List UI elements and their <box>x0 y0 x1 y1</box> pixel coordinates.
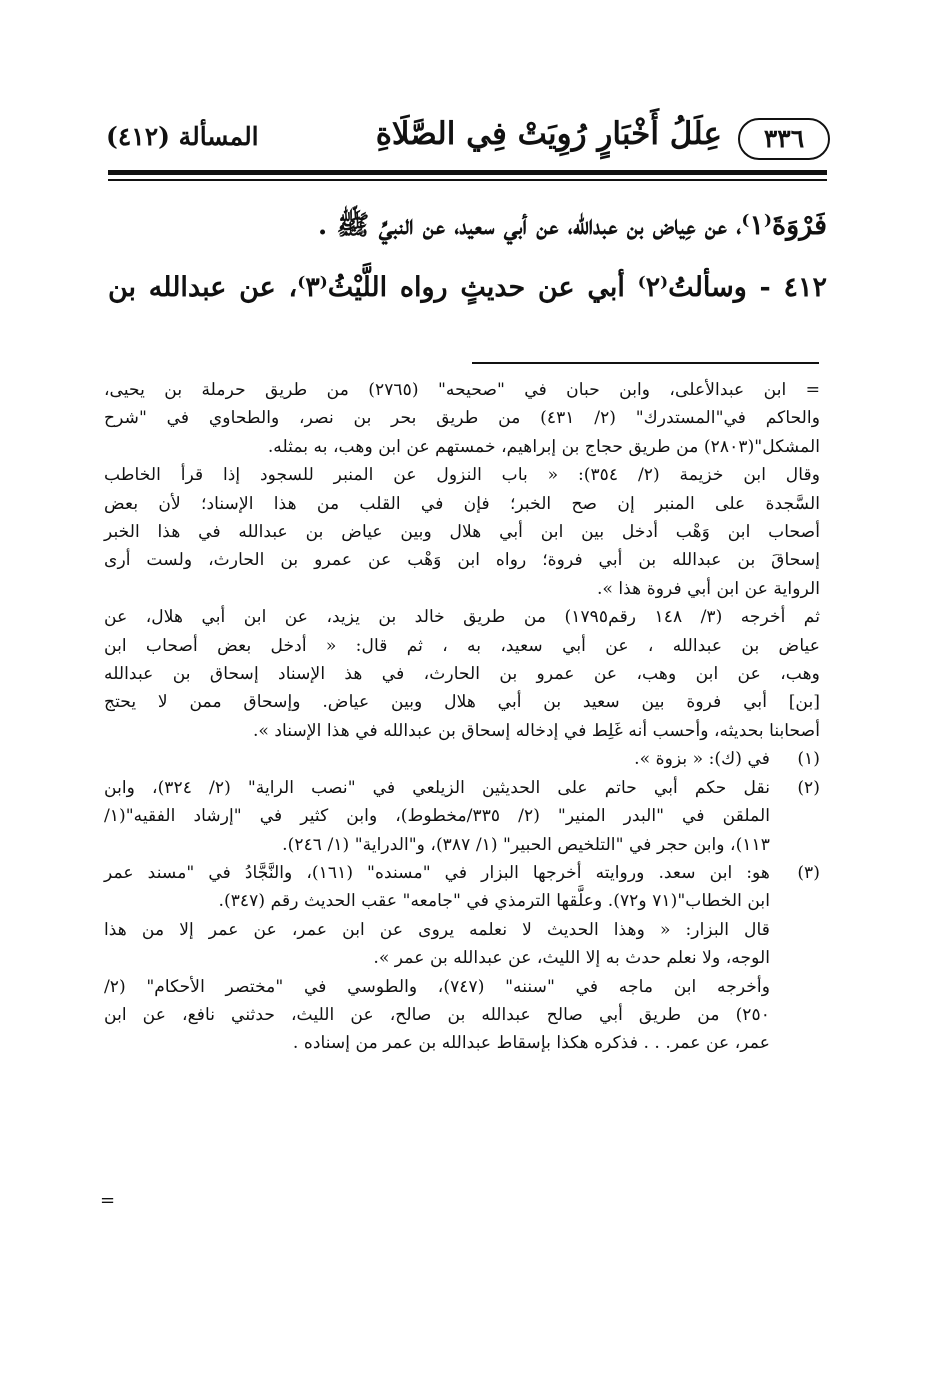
book-title: عِلَلُ أَخْبَارٍ رُوِيَتْ فِي الصَّلَاةِ <box>375 116 722 152</box>
footnote-line: الوجه، ولا نعلم حدث به إلا الليث، عن عبدالله بن عمر ». <box>373 948 770 969</box>
header-rule-thick <box>108 170 827 175</box>
footnote-line: ثم أخرجه (٣/ ١٤٨ رقم١٧٩٥) من طريق خالد بن يزيد، عن ابن أبي هلال، عن <box>104 607 821 628</box>
footnote-line: والحاكم في"المستدرك" (٢/ ٤٣١) من طريق بحر بن نصر، والطحاوي في "شرح <box>104 408 820 429</box>
footnotes <box>104 376 820 1058</box>
footnote-line: إسحاقَ بن عبدالله بن أبي فروة؛ رواه ابن وَهْب عن عمرو بن الحارث، ولست أرى <box>104 550 820 571</box>
footnote-number: (٢) <box>797 777 820 798</box>
footnote-line: ٢٥٠) من طريق أبي صالح عبدالله بن صالح، عن الليث، حدثني نافع، عن ابن <box>104 1004 770 1025</box>
footnote-line: عياض بن عبدالله ، عن أبي سعيد، به ، ثم قال: « أدخل بعض أصحاب ابن <box>104 635 820 656</box>
footnote-1 <box>104 745 820 773</box>
footnote-continuation <box>104 376 820 745</box>
footnote-line: أصحاب ابن وَهْب أدخل بين ابن أبي هلال وبين عياض بن عبدالله في هذا الخبر <box>104 522 820 543</box>
footnote-line: في (ك): « بزوة ». <box>634 749 770 770</box>
footnote-separator <box>472 362 819 364</box>
footnote-line: المشكل"(٢٨٠٣) من طريق حجاج بن إبراهيم، خمستهم عن ابن وهب، به بمثله. <box>267 436 820 457</box>
footnote-line: عمر، عن عمر. . . فذكره هكذا بإسقاط عبدالله بن عمر من إسناده . <box>292 1033 770 1054</box>
main-text-line-1: فَرْوَةَ⁽١⁾، عن عِياض بن عبدالله، عن أبي سعيد، عن النبيِّ ﷺ . <box>317 210 827 241</box>
footnote-line: قال البزار: « وهذا الحديث لا نعلمه يروى عن ابن عمر، عن عمر إلا من هذا <box>104 919 770 940</box>
page-header <box>100 112 830 168</box>
footnote-line: هو: ابن سعد. وروايته أخرجها البزار في "مسنده" (١٦١)، والنَّجَّادُ في "مسند عمر <box>104 862 770 883</box>
footnote-3 <box>104 859 820 1058</box>
footnote-line: وهب، عن ابن وهب، عن عمرو بن الحارث، في هذ الإسناد إسحاق بن عبدالله <box>104 664 820 685</box>
footnote-line: الرواية عن ابن أبي فروة هذا ». <box>596 578 820 599</box>
footnote-line: وأخرجه ابن ماجه في "سننه" (٧٤٧)، والطوسي في "مختصر الأحكام" (٢/ <box>104 976 771 997</box>
main-text <box>108 195 827 319</box>
page-number: ٣٣٦ <box>738 118 830 160</box>
footnote-line: ابن الخطاب"(٧١ و٧٢). وعلَّقها الترمذي في "جامعه" عقب الحديث رقم (٣٤٧). <box>218 891 770 912</box>
footnote-line: الملقن في "البدر المنير" (٢/ ٣٣٥/مخطوط)، وابن كثير في "إرشاد الفقيه"(١/ <box>104 806 771 827</box>
footnote-line: نقل حكم أبي حاتم على الحديثين الزيلعي في "نصب الراية" (٢/ ٣٢٤)، وابن <box>104 777 770 798</box>
footnote-2 <box>104 774 820 859</box>
header-rule-thin <box>108 179 827 181</box>
footnote-line: [بن] أبي فروة بين سعيد بن أبي هلال وبين عياض. وإسحاق ممن لا يحتج <box>104 692 820 713</box>
footnote-line: وقال ابن خزيمة (٢/ ٣٥٤): « باب النزول عن المنبر للسجود إذا قرأ الخاطب <box>104 465 820 486</box>
footnote-line: أصحابنا بحديثه، وأحسب أنه غَلِط في إدخاله إسحاق بن عبدالله في هذا الإسناد ». <box>252 720 820 741</box>
footnote-line: السَّجدة على المنبر إن صح الخبر؛ فإن في القلب من هذا الإسناد؛ لأن بعض <box>104 493 820 514</box>
continues-mark: = <box>100 1190 116 1211</box>
footnote-line: ١١٣)، وابن حجر في "التلخيص الحبير" (١/ ٣٨٧)، و"الدراية" (١/ ٢٤٦). <box>282 834 770 855</box>
footnote-number: (١) <box>797 749 820 770</box>
footnote-line: = ابن عبدالأعلى، وابن حبان في "صحيحه" (٢٧٦٥) من طريق حرملة بن يحيى، <box>104 380 820 400</box>
issue-label: المسألة (٤١٢) <box>106 122 259 151</box>
footnote-number: (٣) <box>797 862 820 883</box>
main-text-line-2: ٤١٢ - وسألتُ⁽٢⁾ أبي عن حديثٍ رواه اللَّيْثُ⁽٣⁾، عن عبدالله بن <box>108 272 827 303</box>
